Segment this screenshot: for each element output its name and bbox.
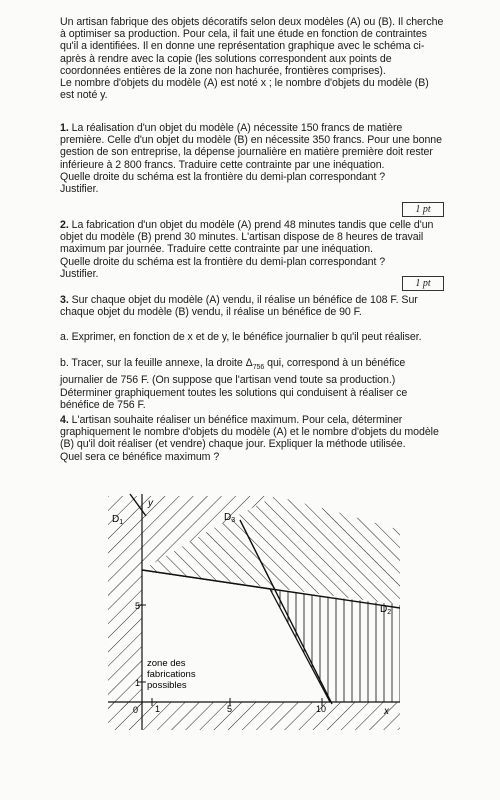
- constraint-graph-svg: [100, 490, 435, 752]
- question-3a: [60, 331, 445, 343]
- question-3a-text: a. Exprimer, en fonction de x et de y, le bénéfice journalier b qu'il peut réaliser.: [60, 331, 422, 343]
- label-tick-y1: 1: [135, 678, 141, 688]
- question-1: [60, 122, 445, 195]
- question-1-points-box: 1 pt: [402, 202, 444, 217]
- question-2-number: 2.: [60, 219, 69, 231]
- question-2-points-box: 1 pt: [402, 276, 444, 291]
- label-tick-x1: 1: [155, 704, 161, 714]
- question-4: [60, 414, 445, 463]
- question-2-question: Quelle droite du schéma est la frontière du demi-plan correspondant ?: [60, 255, 386, 268]
- question-3b: [60, 357, 445, 411]
- label-tick-x10: 10: [316, 704, 327, 714]
- label-origin: 0: [133, 705, 139, 715]
- label-d2: $D_2$: [380, 604, 392, 616]
- question-4-text: L'artisan souhaite réaliser un bénéfice maximum. Pour cela, déterminer graphiquement le nombre d'objets du modèle (A) et le nombre d'objets du modèle (B) qu'il doit réaliser (et vendre) chaque jour. Expliquer la méthode utilisée.: [60, 414, 439, 451]
- label-d3: $D_3$: [224, 512, 236, 524]
- question-3-number: 3.: [60, 294, 69, 306]
- question-2-justify: Justifier.: [60, 267, 99, 280]
- question-3-text: Sur chaque objet du modèle (A) vendu, il réalise un bénéfice de 108 F. Sur chaque objet du modèle (B) vendu, il réalise un bénéfice de 90 F.: [60, 294, 418, 319]
- question-3: [60, 294, 445, 318]
- constraint-graph: [100, 490, 435, 752]
- question-2: [60, 219, 445, 280]
- zone-label-line2: fabrications: [147, 669, 196, 680]
- question-3b-text-start: b. Tracer, sur la feuille annexe, la droite Δ: [60, 357, 253, 369]
- label-tick-y5: 5: [135, 601, 141, 611]
- question-1-number: 1.: [60, 122, 69, 134]
- zone-label-line1: zone des: [147, 658, 186, 669]
- question-1-question: Quelle droite du schéma est la frontière du demi-plan correspondant ?: [60, 170, 386, 183]
- question-2-text: La fabrication d'un objet du modèle (A) prend 48 minutes tandis que celle d'un objet du modèle (B) prend 30 minutes. L'artisan dispose de 8 heures de travail maximum par journée. Traduire cette contrainte par une inéquation.: [60, 219, 434, 256]
- question-4-question: Quel sera ce bénéfice maximum ?: [60, 450, 220, 463]
- label-tick-x5: 5: [227, 704, 233, 714]
- question-3b-subscript: 756: [252, 364, 265, 372]
- question-1-justify: Justifier.: [60, 183, 99, 196]
- question-1-text: La réalisation d'un objet du modèle (A) nécessite 150 francs de matière première. Celle d'un objet du modèle (B) en nécessite 350 francs. Pour une bonne gestion de son entreprise, la dépense journalière en matière première doit rester inférieure à 2 800 francs. Traduire cette contrainte par une inéquation.: [60, 122, 442, 171]
- question-4-number: 4.: [60, 414, 69, 426]
- zone-label-line3: possibles: [147, 680, 187, 691]
- intro-block: [60, 16, 445, 101]
- label-y-axis: y: [148, 498, 153, 509]
- intro-paragraph: Un artisan fabrique des objets décoratifs selon deux modèles (A) ou (B). Il cherche à optimiser sa production. Pour cela, il fait une étude en fonction de contraintes qu'il a identifiées. Il en donne une représentation graphique avec le schéma ci-après à rendre avec la copie (les solutions correspondent aux points de coordonnées entières de la zone non hachurée, frontières comprises).: [60, 16, 444, 77]
- label-x-axis: x: [384, 706, 389, 717]
- question-3b-text-end: qui, correspond à un bénéfice journalier de 756 F. (On suppose que l'artisan vend toute sa production.) Déterminer graphiquement toutes les solutions qui conduisent à réaliser ce bénéfice de 756 F.: [60, 357, 408, 411]
- bottom-hatch-region: [108, 702, 400, 730]
- intro-notation: Le nombre d'objets du modèle (A) est noté x ; le nombre d'objets du modèle (B) est noté y.: [60, 77, 429, 102]
- label-d1: $D_1$: [112, 514, 124, 526]
